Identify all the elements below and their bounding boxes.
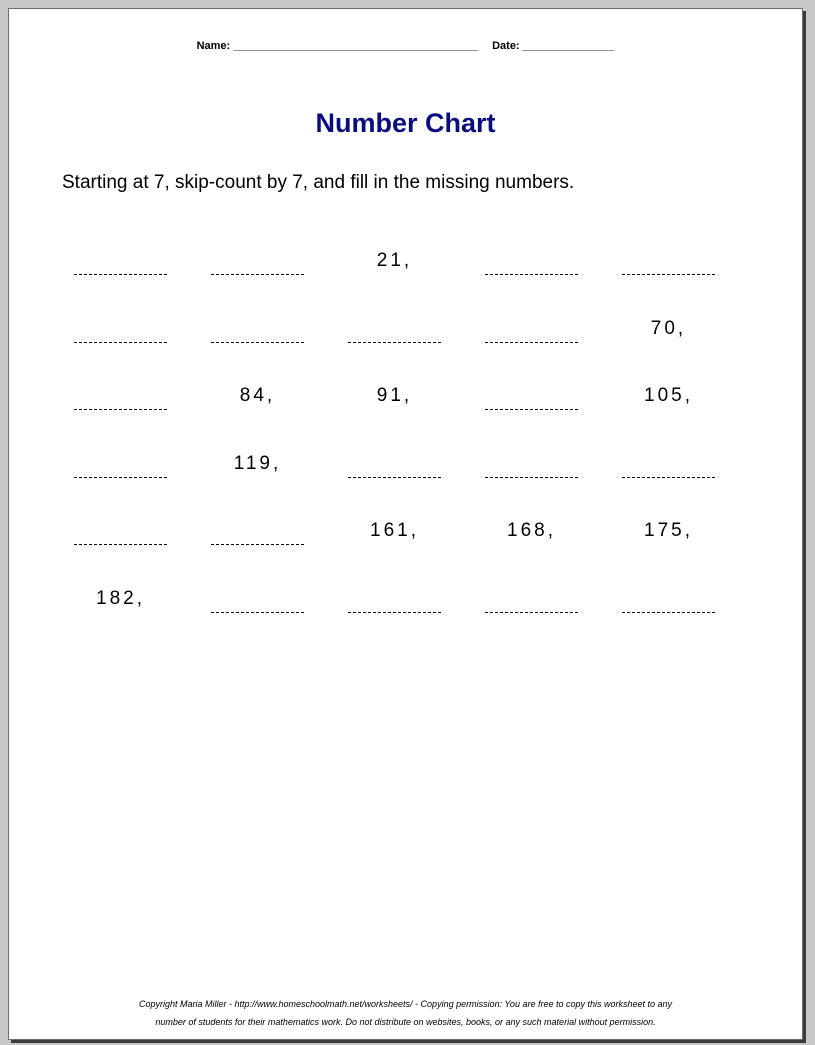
blank-answer-line[interactable] — [600, 241, 737, 281]
grid-row — [52, 241, 752, 309]
given-number: 21, — [376, 250, 413, 271]
answer-underline — [74, 273, 167, 275]
blank-answer-line[interactable] — [463, 309, 600, 349]
answer-underline — [485, 611, 578, 613]
blank-answer-line[interactable] — [326, 444, 463, 484]
footer-line-2: number of students for their mathematics work. Do not distribute on websites, books, or any such material without permission. — [155, 1017, 656, 1027]
blank-answer-line[interactable] — [463, 444, 600, 484]
answer-underline — [485, 341, 578, 343]
given-number: 175, — [644, 520, 693, 541]
blank-answer-line[interactable] — [52, 376, 189, 416]
given-number: 182, — [96, 587, 145, 609]
blank-answer-line[interactable] — [189, 579, 326, 619]
grid-row — [52, 511, 752, 579]
given-number: 119, — [233, 452, 282, 474]
name-date-header — [9, 40, 802, 52]
grid-row — [52, 444, 752, 512]
answer-underline — [485, 408, 578, 410]
given-number: 105, — [644, 385, 693, 406]
given-number: 70, — [650, 317, 687, 339]
answer-underline — [348, 341, 441, 343]
blank-answer-line[interactable] — [463, 241, 600, 281]
worksheet-page — [8, 8, 803, 1040]
blank-answer-line[interactable] — [600, 579, 737, 619]
blank-answer-line[interactable] — [600, 444, 737, 484]
blank-answer-line[interactable] — [189, 309, 326, 349]
given-number: 91, — [376, 385, 413, 406]
instructions-text: Starting at 7, skip-count by 7, and fill in the missing numbers. — [62, 172, 575, 193]
blank-answer-line[interactable] — [189, 511, 326, 551]
blank-answer-line[interactable] — [189, 241, 326, 281]
given-number: 168, — [507, 520, 556, 541]
grid-row — [52, 309, 752, 377]
grid-row — [52, 376, 752, 444]
name-field-label: Name: ________________________________________ — [196, 40, 478, 52]
answer-underline — [622, 611, 715, 613]
answer-underline — [622, 476, 715, 478]
answer-underline — [622, 273, 715, 275]
answer-underline — [211, 611, 304, 613]
answer-underline — [485, 273, 578, 275]
answer-underline — [485, 476, 578, 478]
answer-underline — [74, 341, 167, 343]
blank-answer-line[interactable] — [52, 444, 189, 484]
blank-answer-line[interactable] — [52, 241, 189, 281]
answer-underline — [211, 341, 304, 343]
blank-answer-line[interactable] — [463, 579, 600, 619]
date-field-label: Date: _______________ — [492, 40, 615, 52]
answer-underline — [348, 476, 441, 478]
grid-row — [52, 579, 752, 647]
given-number: 161, — [370, 520, 419, 541]
number-chart-grid — [52, 241, 752, 646]
blank-answer-line[interactable] — [52, 309, 189, 349]
page-title: Number Chart — [315, 108, 496, 138]
answer-underline — [348, 611, 441, 613]
blank-answer-line[interactable] — [326, 309, 463, 349]
answer-underline — [211, 273, 304, 275]
answer-underline — [211, 543, 304, 545]
blank-answer-line[interactable] — [52, 511, 189, 551]
answer-underline — [74, 543, 167, 545]
copyright-footer — [9, 995, 802, 1031]
answer-underline — [74, 476, 167, 478]
blank-answer-line[interactable] — [326, 579, 463, 619]
footer-line-1: Copyright Maria Miller - http://www.homeschoolmath.net/worksheets/ - Copying permission: You are free to copy this worksheet to any — [138, 999, 673, 1009]
answer-underline — [74, 408, 167, 410]
given-number: 84, — [239, 385, 276, 406]
blank-answer-line[interactable] — [463, 376, 600, 416]
